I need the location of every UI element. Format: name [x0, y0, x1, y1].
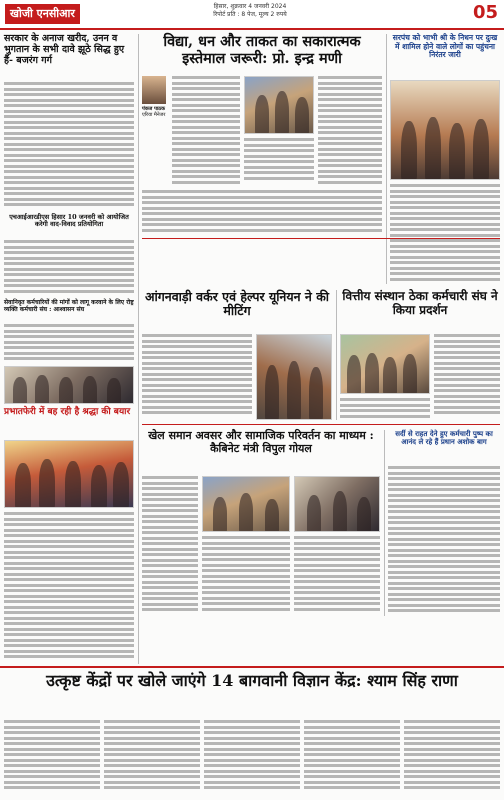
story-headline-finance-contract-workers: वित्तीय संस्थान ठेका कर्मचारी संघ ने किया प्रदर्शन	[342, 289, 498, 317]
story-body-finance-contract-workers	[434, 334, 500, 420]
story-headline-retired-employees: सेवानिवृत कर्मचारियों की मांगों को लागू करवाने के लिए रोष्ट्र व्यक्ति कर्मचारी संघ : आश्वासन संघ	[4, 299, 134, 313]
story-body-prabhatpheri	[4, 512, 134, 662]
story-body-vipul-goyal-col1	[142, 476, 198, 616]
column-divider	[336, 290, 337, 420]
story-body-vipul-goyal-col2	[202, 536, 290, 616]
photo-indra-mani-event	[244, 76, 314, 134]
page-number: 05	[472, 2, 498, 23]
section-rule	[142, 424, 500, 425]
photo-vipul-goyal-1	[202, 476, 290, 532]
story-body-indra-mani-col2	[244, 138, 314, 186]
column-divider	[386, 34, 387, 284]
dateline-text: हिसार, शुक्रवार 4 जनवरी 2024	[213, 3, 287, 10]
author-role: एरिया मैनेजर	[142, 112, 166, 118]
story-body-rana-col4	[304, 720, 400, 796]
story-body-indra-mani-bottom	[142, 190, 382, 234]
story-headline-vipul-goyal: खेल समान अवसर और सामाजिक परिवर्तन का माध्यम : कैबिनेट मंत्री विपुल गोयल	[148, 429, 374, 455]
story-headline-prabhatpheri: प्रभातफेरी में बह रही है श्रद्धा की बयार	[4, 407, 131, 417]
section-rule	[142, 238, 500, 239]
story-body-rana-col1	[4, 720, 100, 796]
story-headline-bajrang-garg: सरकार के अनाज खरीद, उनन व भुगतान के सभी दावे झूठे सिद्ध हुए हैं- बजरंग गर्ग	[4, 33, 125, 66]
story-body-bajrang-garg	[4, 82, 134, 210]
photo-retired-employees	[4, 366, 134, 404]
photo-anganwadi-meeting	[256, 334, 332, 420]
story-body-retired-employees	[4, 324, 134, 364]
story-body-indra-mani-col3	[318, 76, 382, 186]
story-headline-ashok-bag: सर्दी से राहत देने हुए कर्मचारी पुष्प का आनंद ले रहे हैं प्रधान अशोक बाग	[395, 429, 493, 447]
story-body-rana-col3	[204, 720, 300, 796]
story-body-finance-lower	[340, 398, 430, 420]
story-body-anganwadi	[142, 334, 252, 420]
column-divider	[384, 430, 385, 616]
photo-sarpanch-condolence	[390, 80, 500, 180]
story-body-sarpanch-condolence	[390, 184, 500, 284]
story-body-rana-col2	[104, 720, 200, 796]
story-body-ashok-bag	[388, 466, 500, 616]
dateline	[150, 3, 350, 19]
story-headline-anganwadi: आंगनवाड़ी वर्कर एवं हेल्पर यूनियन ने की मीटिंग	[144, 289, 330, 319]
masthead	[0, 0, 504, 30]
column-divider	[138, 34, 139, 664]
dateline-subtext: रिपोर्ट प्रति : 8 पेज, मूल्य 2 रुपये	[213, 11, 287, 18]
story-headline-indra-mani: विद्या, धन और ताकत का सकारात्मक इस्तेमाल जरूरी: प्रो. इन्द्र मणी	[163, 33, 361, 67]
photo-prabhatpheri	[4, 440, 134, 508]
story-body-rana-col5	[404, 720, 500, 796]
author-name: पंकज पाठक	[142, 106, 166, 112]
story-body-indra-mani-col1	[172, 76, 240, 186]
newspaper-logo: खोजी एनसीआर	[5, 4, 80, 24]
story-headline-sarpanch-condolence: सरपंच को भाभी श्री के निधन पर दुःख में शामिल होने वाले लोगों का पहुंचना निरंतर जारी	[392, 33, 498, 60]
author-photo	[142, 76, 166, 104]
section-rule	[0, 666, 504, 668]
story-body-hirds-debate	[4, 240, 134, 298]
story-headline-hirds-debate: एचआईआरडीएस हिसार 10 जनवरी को आयोजित करेगी वाद-विवाद प्रतियोगिता	[9, 213, 129, 229]
photo-finance-protest	[340, 334, 430, 394]
story-headline-shyam-singh-rana: उत्कृष्ट केंद्रों पर खोले जाएंगे 14 बागवानी विज्ञान केंद्र: श्याम सिंह राणा	[46, 671, 458, 690]
photo-vipul-goyal-2	[294, 476, 380, 532]
story-body-vipul-goyal-col3	[294, 536, 380, 616]
